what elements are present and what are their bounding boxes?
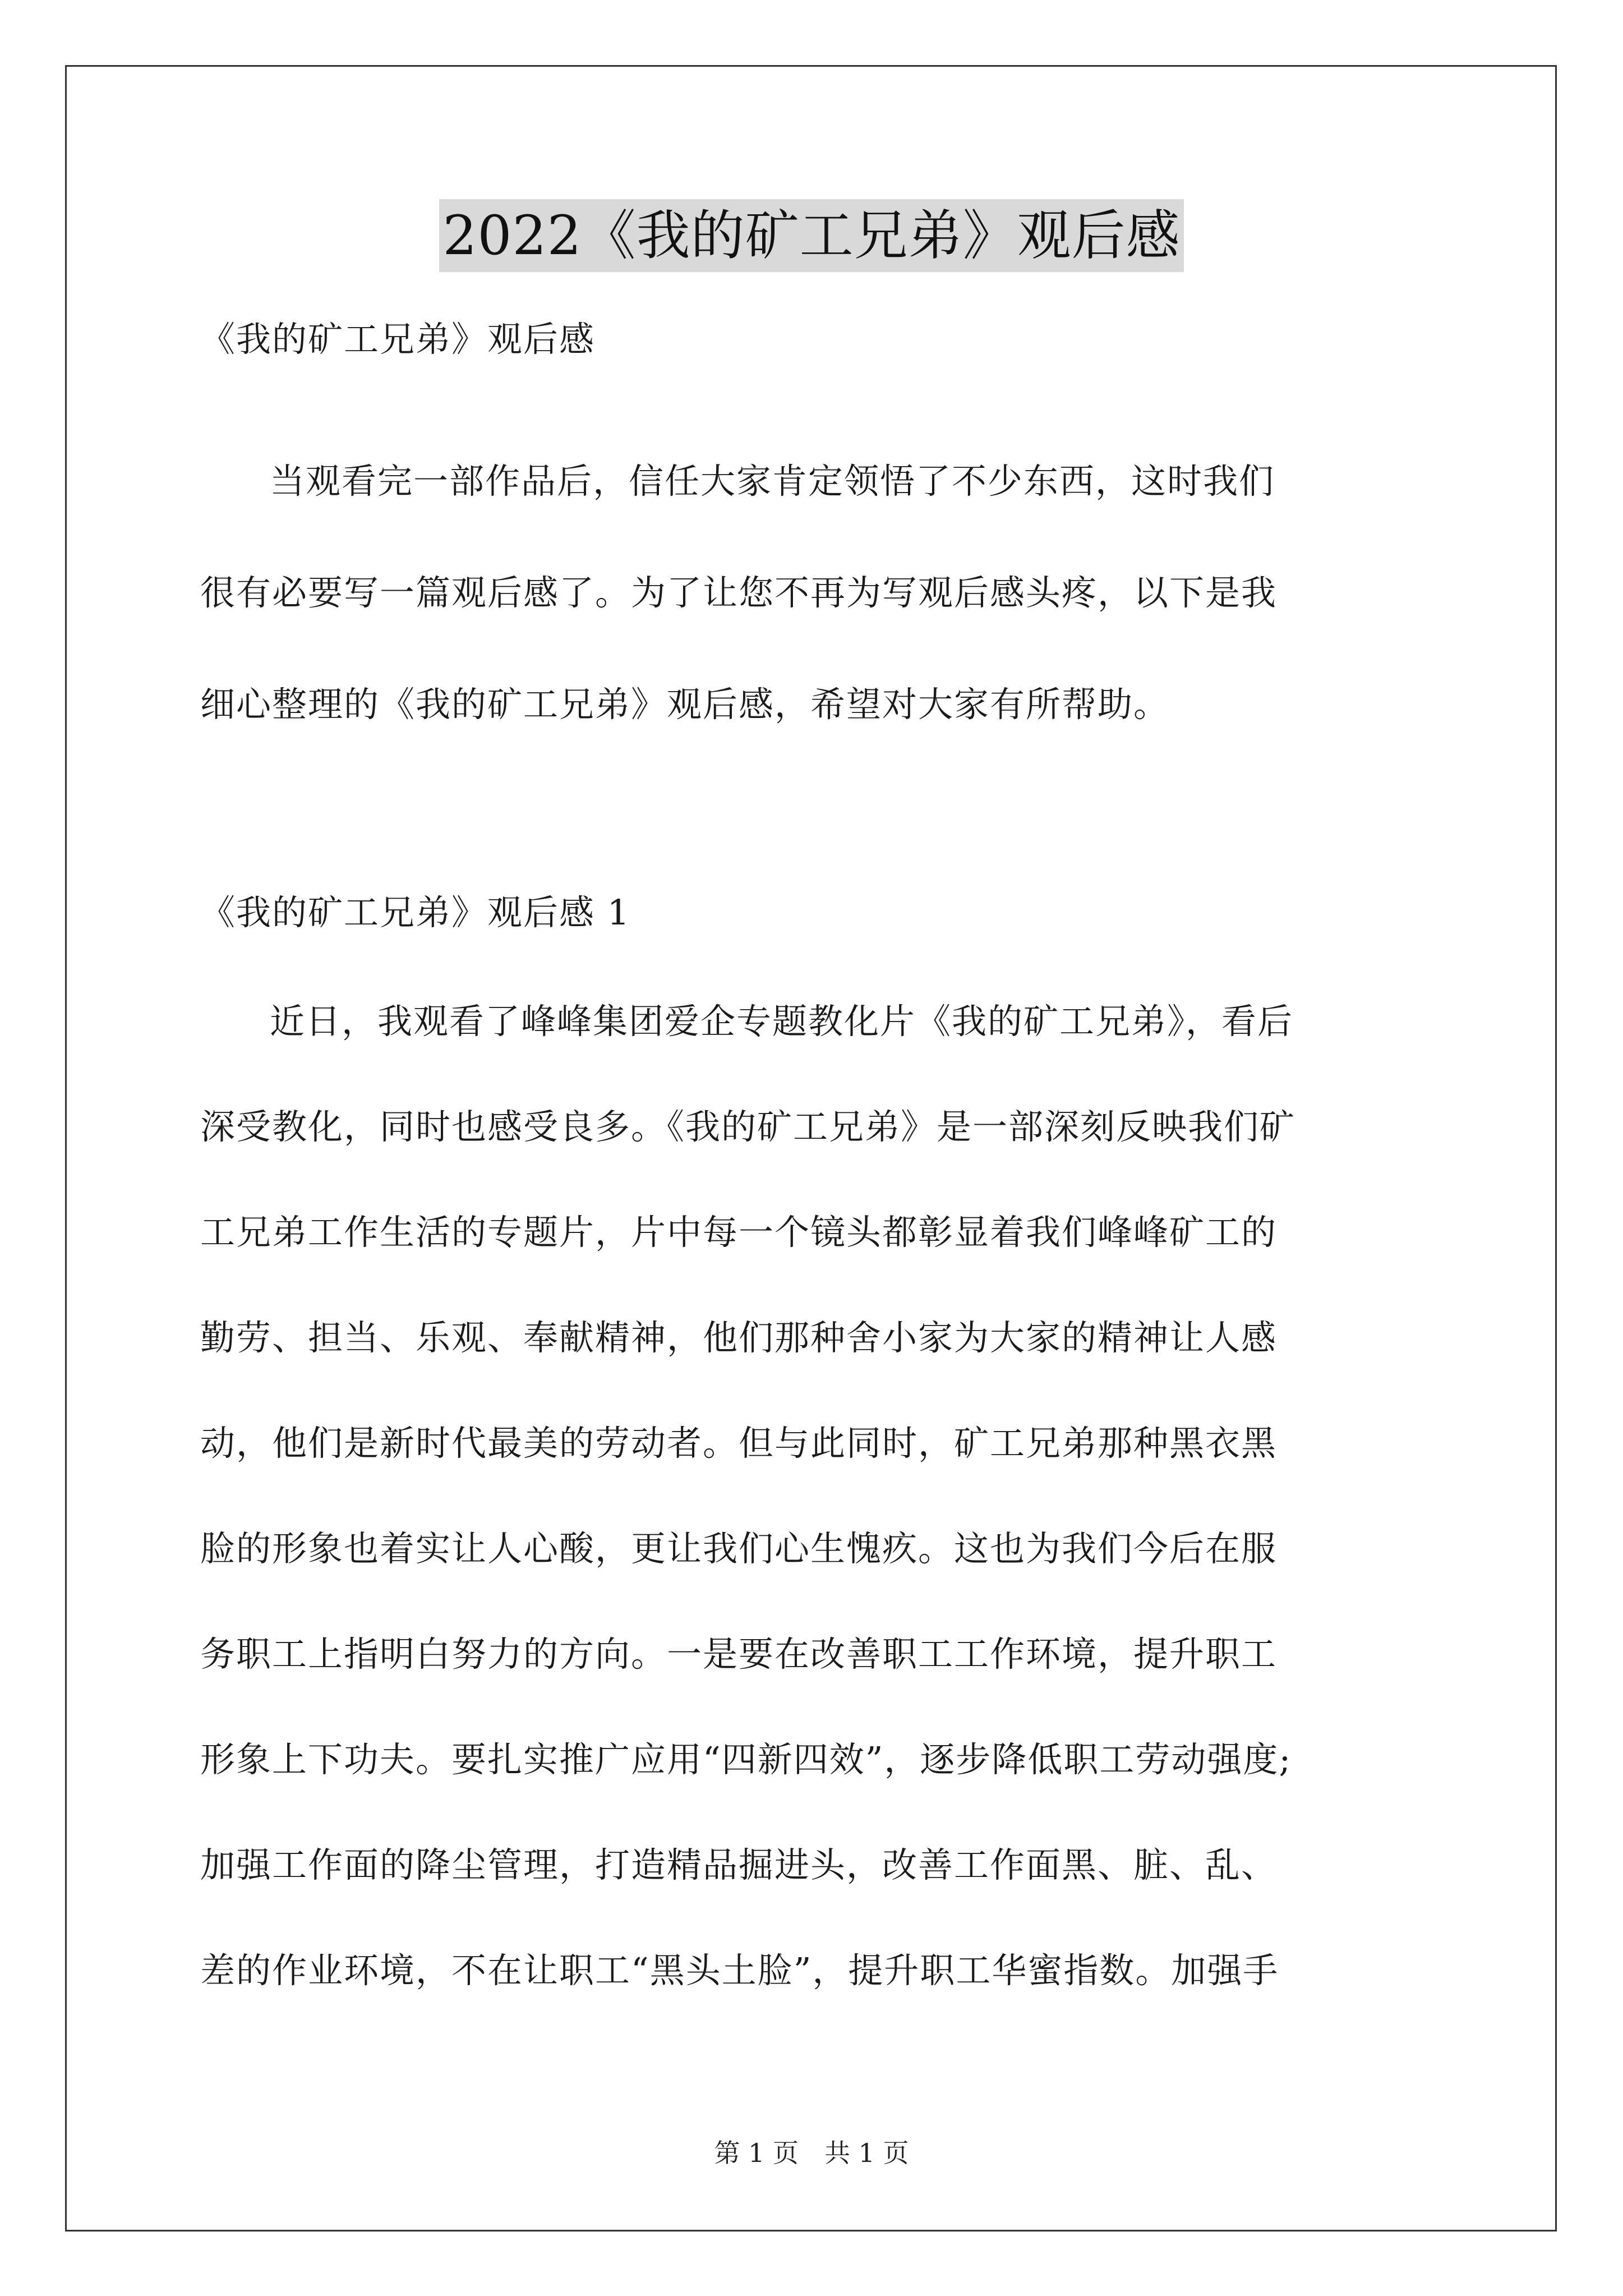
body-line-1: 近日，我观看了峰峰集团爱企专题教化片《我的矿工兄弟》，看后 xyxy=(270,1001,1294,1042)
page-number-footer: 第 1 页 共 1 页 xyxy=(714,2138,909,2168)
body-line-3: 工兄弟工作生活的专题片，片中每一个镜头都彰显着我们峰峰矿工的 xyxy=(200,1212,1278,1253)
body-line-2: 深受教化，同时也感受良多。《我的矿工兄弟》是一部深刻反映我们矿 xyxy=(200,1106,1296,1147)
body-line-10: 差的作业环境，不在让职工“黑头土脸”，提升职工华蜜指数。加强手 xyxy=(200,1950,1279,1991)
intro-line-3: 细心整理的《我的矿工兄弟》观后感，希望对大家有所帮助。 xyxy=(200,684,1170,725)
section-heading: 《我的矿工兄弟》观后感 1 xyxy=(200,892,631,933)
body-line-4: 勤劳、担当、乐观、奉献精神，他们那种舍小家为大家的精神让人感 xyxy=(200,1317,1278,1358)
body-line-9: 加强工作面的降尘管理，打造精品掘进头，改善工作面黑、脏、乱、 xyxy=(200,1844,1278,1885)
intro-line-1: 当观看完一部作品后，信任大家肯定领悟了不少东西，这时我们 xyxy=(270,461,1275,501)
document-title: 2022《我的矿工兄弟》观后感 xyxy=(439,199,1183,272)
body-line-5: 动，他们是新时代最美的劳动者。但与此同时，矿工兄弟那种黑衣黑 xyxy=(200,1423,1278,1464)
title-container xyxy=(0,199,1623,272)
page-border xyxy=(65,65,1557,2231)
intro-line-2: 很有必要写一篇观后感了。为了让您不再为写观后感头疼，以下是我 xyxy=(200,572,1278,613)
body-line-7: 务职工上指明白努力的方向。一是要在改善职工工作环境，提升职工 xyxy=(200,1634,1278,1674)
body-line-8: 形象上下功夫。要扎实推广应用“四新四效”，逐步降低职工劳动强度; xyxy=(200,1739,1292,1780)
subtitle: 《我的矿工兄弟》观后感 xyxy=(200,319,596,360)
body-line-6: 脸的形象也着实让人心酸，更让我们心生愧疚。这也为我们今后在服 xyxy=(200,1528,1278,1569)
